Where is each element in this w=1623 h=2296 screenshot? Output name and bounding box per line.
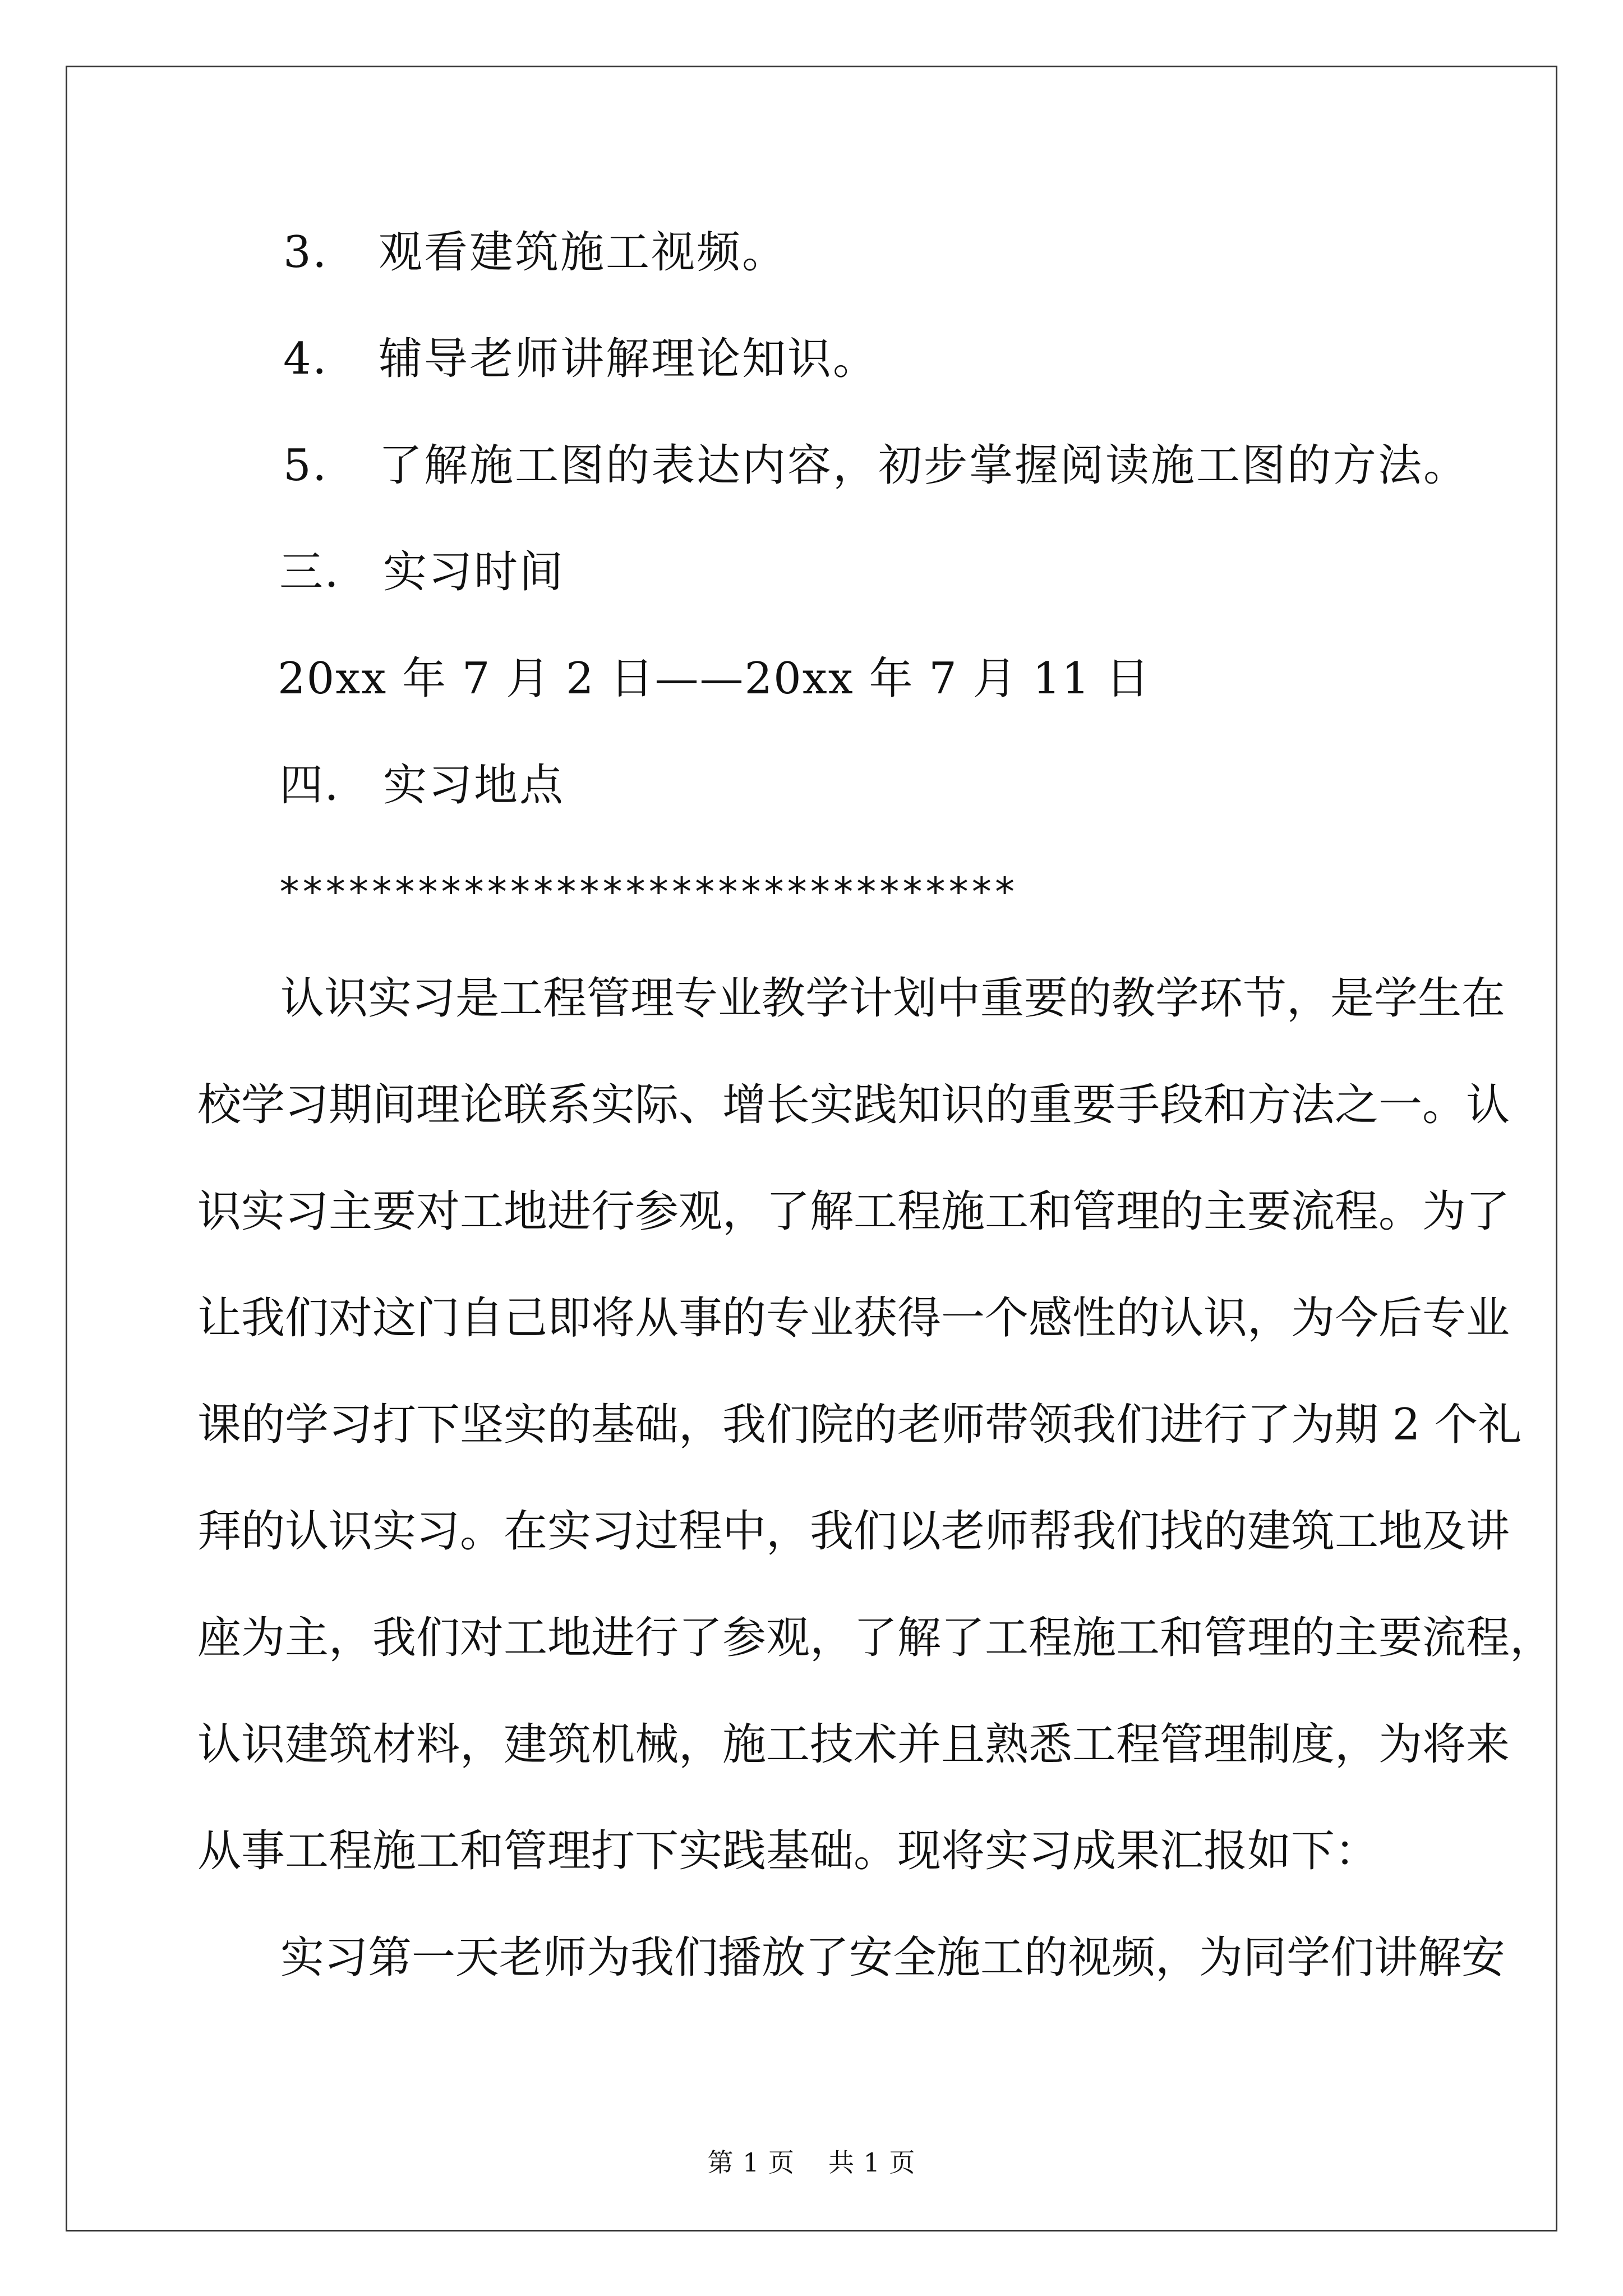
list-text: 了解施工图的表达内容，初步掌握阅读施工图的方法。 — [379, 440, 1469, 491]
page-footer — [0, 2146, 1623, 2179]
paragraph-line: 拜的认识实习。在实习过程中，我们以老师帮我们找的建筑工地及讲 — [197, 1506, 1510, 1557]
list-item-4 — [283, 331, 878, 387]
page-number: 第 1 页 — [707, 2147, 795, 2178]
section-heading-time — [279, 544, 565, 600]
list-text: 辅导老师讲解理论知识。 — [379, 334, 879, 384]
section-heading-location — [279, 757, 565, 813]
paragraph-line: 让我们对这门自己即将从事的专业获得一个感性的认识，为今后专业 — [197, 1293, 1510, 1343]
paragraph-line: 识实习主要对工地进行参观，了解工程施工和管理的主要流程。为了 — [197, 1186, 1510, 1237]
section-number: 三． — [279, 547, 371, 597]
list-number: 3． — [283, 227, 358, 278]
list-number: 4． — [283, 334, 358, 384]
list-item-3 — [283, 224, 787, 280]
page-border — [66, 66, 1557, 2231]
paragraph-line: 课的学习打下坚实的基础，我们院的老师带领我们进行了为期 2 个礼 — [197, 1400, 1522, 1450]
paragraph-line-last: 从事工程施工和管理打下实践基础。现将实习成果汇报如下： — [197, 1826, 1379, 1876]
list-item-5 — [283, 438, 1469, 494]
paragraph-line: 认识实习是工程管理专业教学计划中重要的教学环节，是学生在 — [280, 973, 1506, 1024]
list-number: 5． — [283, 440, 358, 491]
paragraph-line: 实习第一天老师为我们播放了安全施工的视频，为同学们讲解安 — [280, 1932, 1506, 1983]
location-masked: ******************************** — [278, 869, 1016, 915]
section-number: 四． — [279, 760, 371, 811]
paragraph-line: 校学习期间理论联系实际、增长实践知识的重要手段和方法之一。认 — [197, 1080, 1510, 1130]
section-title: 实习地点 — [383, 760, 565, 811]
paragraph-line: 座为主，我们对工地进行了参观，了解了工程施工和管理的主要流程， — [197, 1613, 1554, 1663]
paragraph-line: 认识建筑材料，建筑机械，施工技术并且熟悉工程管理制度，为将来 — [197, 1719, 1510, 1770]
date-range: 20xx 年 7 月 2 日——20xx 年 7 月 11 日 — [278, 654, 1151, 704]
page-total: 共 1 页 — [828, 2147, 916, 2178]
section-title: 实习时间 — [383, 547, 565, 597]
list-text: 观看建筑施工视频。 — [379, 227, 788, 278]
